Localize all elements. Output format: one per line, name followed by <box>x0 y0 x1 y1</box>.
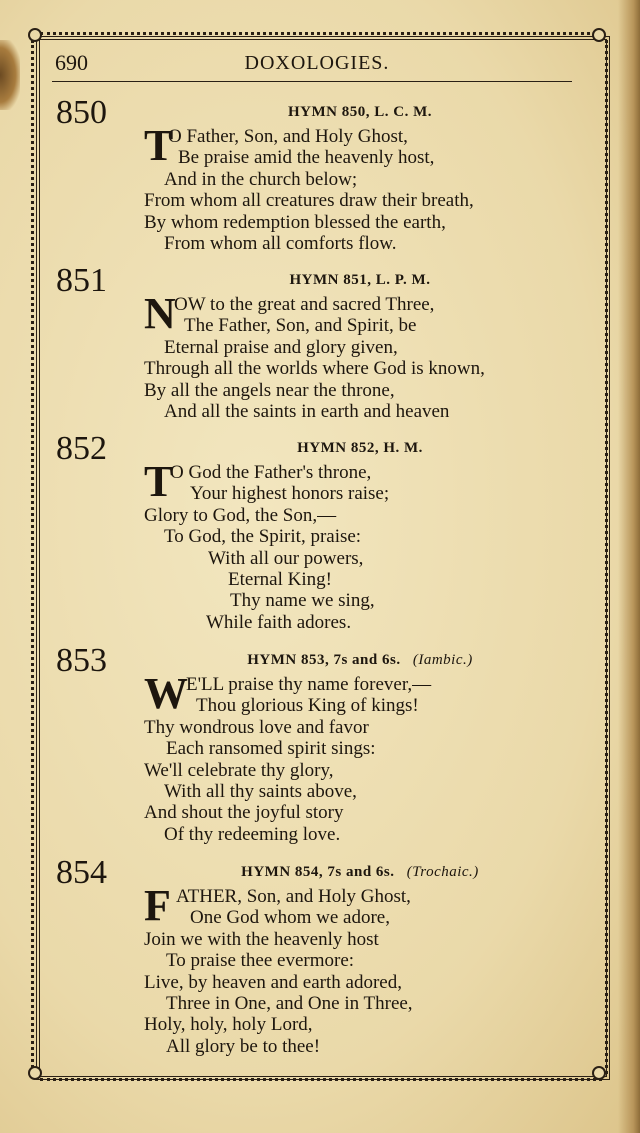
corner-ornament-top-right <box>592 28 606 42</box>
hymn-title <box>140 272 580 289</box>
verse-line: With all thy saints above, <box>164 781 357 803</box>
verse-line: The Father, Son, and Spirit, be <box>184 315 417 337</box>
verse-line: To God, the Spirit, praise: <box>164 526 362 548</box>
hymn-verses <box>144 669 432 845</box>
drop-cap: F <box>144 881 171 930</box>
verse-line: From whom all comforts flow. <box>164 233 397 255</box>
corner-ornament-bottom-left <box>28 1066 42 1080</box>
hymn-title-text: HYMN 850, L. C. M. <box>288 104 432 120</box>
drop-cap: N <box>144 289 176 338</box>
drop-cap: W <box>144 669 188 718</box>
verse-line: Thy name we sing, <box>230 590 375 612</box>
verse-line: While faith adores. <box>206 611 352 633</box>
hymn-title-text: HYMN 854, 7s and 6s. <box>241 864 395 880</box>
verse-line: E'LL praise thy name forever,— <box>186 674 432 695</box>
verse-line: All glory be to thee! <box>166 1035 321 1057</box>
verse-line: Join we with the heavenly host <box>144 928 379 950</box>
drop-cap: T <box>144 121 174 170</box>
hymn-number: 852 <box>56 430 107 467</box>
verse-line: To praise thee evermore: <box>166 950 355 972</box>
page-header <box>52 48 572 78</box>
verse-line: Through all the worlds where God is known, <box>144 358 485 380</box>
verse-line: And in the church below; <box>164 168 358 190</box>
verse-line: O Father, Son, and Holy Ghost, <box>168 126 408 147</box>
verse-line: With all our powers, <box>208 547 364 569</box>
hymn-title <box>140 104 580 121</box>
verse-line: We'll celebrate thy glory, <box>144 759 334 781</box>
verse-line: By whom redemption blessed the earth, <box>144 211 446 233</box>
hymn-title <box>140 440 580 457</box>
verse-line: Glory to God, the Son,— <box>144 504 337 526</box>
header-rule <box>52 81 572 82</box>
verse-line: OW to the great and sacred Three, <box>174 294 435 315</box>
hymn-title-text: HYMN 851, L. P. M. <box>289 272 431 288</box>
border-right-ornament <box>605 40 608 1074</box>
verse-line: Live, by heaven and earth adored, <box>144 971 402 993</box>
verse-line: Your highest honors raise; <box>190 483 390 505</box>
hymn-verses <box>144 881 413 1057</box>
verse-line: And all the saints in earth and heaven <box>164 401 450 423</box>
hymn-verses <box>144 289 485 423</box>
hymn-number: 853 <box>56 642 107 679</box>
verse-line: From whom all creatures draw their breath, <box>144 190 474 212</box>
verse-line: ATHER, Son, and Holy Ghost, <box>176 886 411 907</box>
hymn-title-text: HYMN 853, 7s and 6s. <box>247 652 401 668</box>
hymn-title-text: HYMN 852, H. M. <box>297 440 423 456</box>
page-edge-shadow-left <box>0 40 20 110</box>
drop-cap: T <box>144 457 174 506</box>
verse-line: Eternal King! <box>228 569 332 591</box>
verse-line: O God the Father's throne, <box>170 462 372 483</box>
hymn-title <box>140 652 580 669</box>
verse-line: Of thy redeeming love. <box>164 823 341 845</box>
verse-line: Holy, holy, holy Lord, <box>144 1014 313 1036</box>
verse-line: Each ransomed spirit sings: <box>166 738 376 760</box>
border-bottom-ornament <box>40 1078 602 1081</box>
verse-line: Thou glorious King of kings! <box>196 695 419 717</box>
verse-line: Eternal praise and glory given, <box>164 336 398 358</box>
verse-line: By all the angels near the throne, <box>144 379 395 401</box>
page-edge-shadow-right <box>618 0 640 1133</box>
hymn-number: 854 <box>56 854 107 891</box>
corner-ornament-bottom-right <box>592 1066 606 1080</box>
corner-ornament-top-left <box>28 28 42 42</box>
meter-note: (Trochaic.) <box>406 864 479 880</box>
verse-line: Thy wondrous love and favor <box>144 716 369 738</box>
verse-line: Be praise amid the heavenly host, <box>178 147 435 169</box>
page-number: 690 <box>55 50 88 75</box>
border-left-ornament <box>31 40 34 1074</box>
verse-line: Three in One, and One in Three, <box>166 993 413 1015</box>
border-top-ornament <box>40 32 602 35</box>
hymn-number: 851 <box>56 262 107 299</box>
hymn-verses <box>144 121 474 255</box>
verse-line: One God whom we adore, <box>190 907 390 929</box>
hymn-number: 850 <box>56 94 107 131</box>
hymn-title <box>140 864 580 881</box>
meter-note: (Iambic.) <box>412 652 473 668</box>
verse-line: And shout the joyful story <box>144 802 344 824</box>
hymn-verses <box>144 457 390 633</box>
running-head: DOXOLOGIES. <box>244 52 390 74</box>
